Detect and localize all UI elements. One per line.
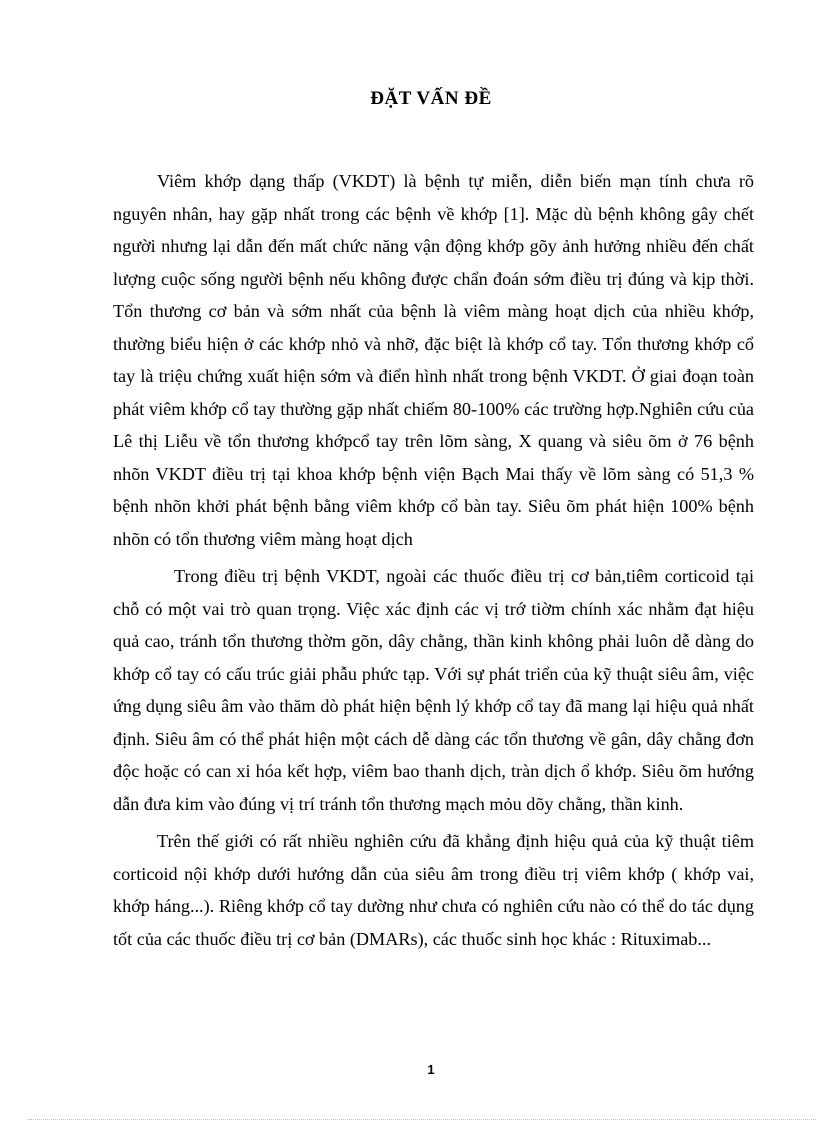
body-text	[113, 165, 754, 960]
page-bottom-divider	[28, 1119, 816, 1120]
paragraph-2: Trong điều trị bệnh VKDT, ngoài các thuốc điều trị cơ bản,tiêm corticoid tại chỗ có một vai trò quan trọng. Việc xác định các vị trớ tiờm chính xác nhằm đạt hiệu quả cao, tránh tổn thương thờm gõn, dây chằng, thần kinh không phải luôn dễ dàng do khớp cổ tay có cấu trúc giải phẫu phức tạp. Với sự phát triển của kỹ thuật siêu âm, việc ứng dụng siêu âm vào thăm dò phát hiện bệnh lý khớp cổ tay đã mang lại hiệu quả nhất định. Siêu âm có thể phát hiện một cách dễ dàng các tổn thương về gân, dây chằng đơn độc hoặc có can xi hóa kết hợp, viêm bao thanh dịch, tràn dịch ổ khớp. Siêu õm hướng dẫn đưa kim vào đúng vị trí tránh tổn thương mạch mỏu dõy chằng, thần kinh.	[113, 566, 754, 814]
page-number: 1	[427, 1062, 435, 1077]
paragraph-1: Viêm khớp dạng thấp (VKDT) là bệnh tự miễn, diễn biến mạn tính chưa rõ nguyên nhân, hay gặp nhất trong các bệnh về khớp [1]. Mặc dù bệnh không gây chết người nhưng lại dẫn đến mất chức năng vận động khớp gõy ảnh hưởng nhiều đến chất lượng cuộc sống người bệnh nếu không được chẩn đoán sớm điều trị đúng và kịp thời. Tổn thương cơ bản và sớm nhất của bệnh là viêm màng hoạt dịch của nhiều khớp, thường biểu hiện ở các khớp nhỏ và nhỡ, đặc biệt là khớp cổ tay. Tổn thương khớp cổ tay là triệu chứng xuất hiện sớm và điển hình nhất trong bệnh VKDT. Ở giai đoạn toàn phát viêm khớp cổ tay thường gặp nhất chiếm 80-100% các trường hợp.Nghiên cứu của Lê thị Liễu về tổn thương khớpcổ tay trên lõm sàng, X quang và siêu õm ở 76 bệnh nhõn VKDT điều trị tại khoa khớp bệnh viện Bạch Mai thấy về lõm sàng có 51,3 % bệnh nhõn khởi phát bệnh bằng viêm khớp cổ bàn tay. Siêu õm phát hiện 100% bệnh nhõn có tổn thương viêm màng hoạt dịch	[113, 171, 754, 549]
page-title: ĐẶT VẤN ĐỀ	[370, 88, 492, 109]
paragraph-3: Trên thế giới có rất nhiều nghiên cứu đã khẳng định hiệu quả của kỹ thuật tiêm corticoid nội khớp dưới hướng dẫn của siêu âm trong điều trị viêm khớp ( khớp vai, khớp háng...). Riêng khớp cổ tay dường như chưa có nghiên cứu nào có thể do tác dụng tốt của các thuốc điều trị cơ bản (DMARs), các thuốc sinh học khác : Rituximab...	[113, 831, 754, 949]
